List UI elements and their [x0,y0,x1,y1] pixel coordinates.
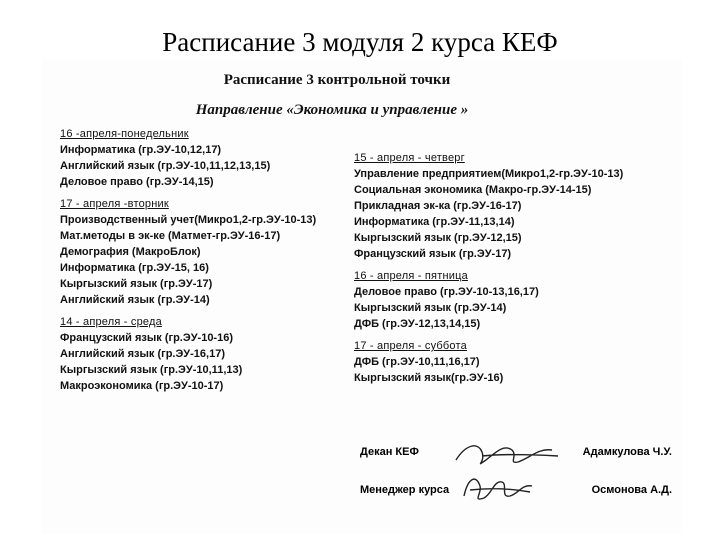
signature-block [352,430,672,530]
lesson-item: Социальная экономика (Макро-гр.ЭУ-14-15) [354,184,592,196]
day-block [354,150,674,262]
signature-name: Адамкулова Ч.У. [582,446,672,458]
signature-row-dean [352,442,672,464]
lesson-item: Деловое право (гр.ЭУ-14,15) [60,176,214,188]
document-heading: Расписание 3 контрольной точки [223,72,451,88]
left-schedule-column [60,126,360,394]
lesson-item: Производственный учет(Микро1,2-гр.ЭУ-10-13) [60,214,317,226]
lesson-item: Французский язык (гр.ЭУ-17) [354,248,512,260]
slide-title: Расписание 3 модуля 2 курса КЕФ [162,27,558,57]
lesson-item: Кыргызский язык (гр.ЭУ-12,15) [354,232,522,244]
lesson-item: Информатика (гр.ЭУ-15, 16) [60,262,209,274]
day-heading: 16 - апреля - пятница [354,270,468,282]
lesson-item: Кыргызский язык (гр.ЭУ-17) [60,278,213,290]
lesson-item: Английский язык (гр.ЭУ-16,17) [60,348,225,360]
day-heading: 17 - апреля - суббота [354,340,467,352]
lesson-item: Мат.методы в эк-ке (Матмет-гр.ЭУ-16-17) [60,230,281,242]
lesson-item: Кыргызский язык (гр.ЭУ-14) [354,302,507,314]
scanned-document [42,60,682,534]
lesson-item: Информатика (гр.ЭУ-10,12,17) [60,144,222,156]
lesson-item: Макроэкономика (гр.ЭУ-10-17) [60,380,224,392]
lesson-item: Английский язык (гр.ЭУ-10,11,12,13,15) [60,160,271,172]
lesson-item: Английский язык (гр.ЭУ-14) [60,294,210,306]
signature-name: Осмонова А.Д. [591,484,672,496]
lesson-item: Французский язык (гр.ЭУ-10-16) [60,332,233,344]
signature-row-manager [352,480,672,502]
day-heading: 17 - апреля -вторник [60,198,169,210]
lesson-item: Демография (МакроБлок) [60,246,201,258]
lesson-item: ДФБ (гр.ЭУ-12,13,14,15) [354,318,481,330]
lesson-item: ДФБ (гр.ЭУ-10,11,16,17) [354,356,480,368]
document-subheading: Направление «Экономика и управление » [195,102,469,118]
lesson-item: Кыргызский язык(гр.ЭУ-16) [354,372,504,384]
signature-role: Менеджер курса [360,484,450,496]
day-block [60,314,360,394]
right-schedule-column [354,150,674,386]
handwritten-signature-icon [458,468,538,508]
day-block [60,196,360,308]
lesson-item: Деловое право (гр.ЭУ-10-13,16,17) [354,286,539,298]
lesson-item: Прикладная эк-ка (гр.ЭУ-16-17) [354,200,522,212]
handwritten-signature-icon [452,438,562,472]
day-block [60,126,360,190]
signature-role: Декан КЕФ [360,446,419,458]
lesson-item: Кыргызский язык (гр.ЭУ-10,11,13) [60,364,243,376]
day-heading: 16 -апреля-понедельник [60,128,189,140]
day-heading: 14 - апреля - среда [60,316,162,328]
day-block [354,268,674,332]
lesson-item: Управление предприятием(Микро1,2-гр.ЭУ-10-13) [354,168,624,180]
lesson-item: Информатика (гр.ЭУ-11,13,14) [354,216,515,228]
day-block [354,338,674,386]
day-heading: 15 - апреля - четверг [354,152,465,164]
